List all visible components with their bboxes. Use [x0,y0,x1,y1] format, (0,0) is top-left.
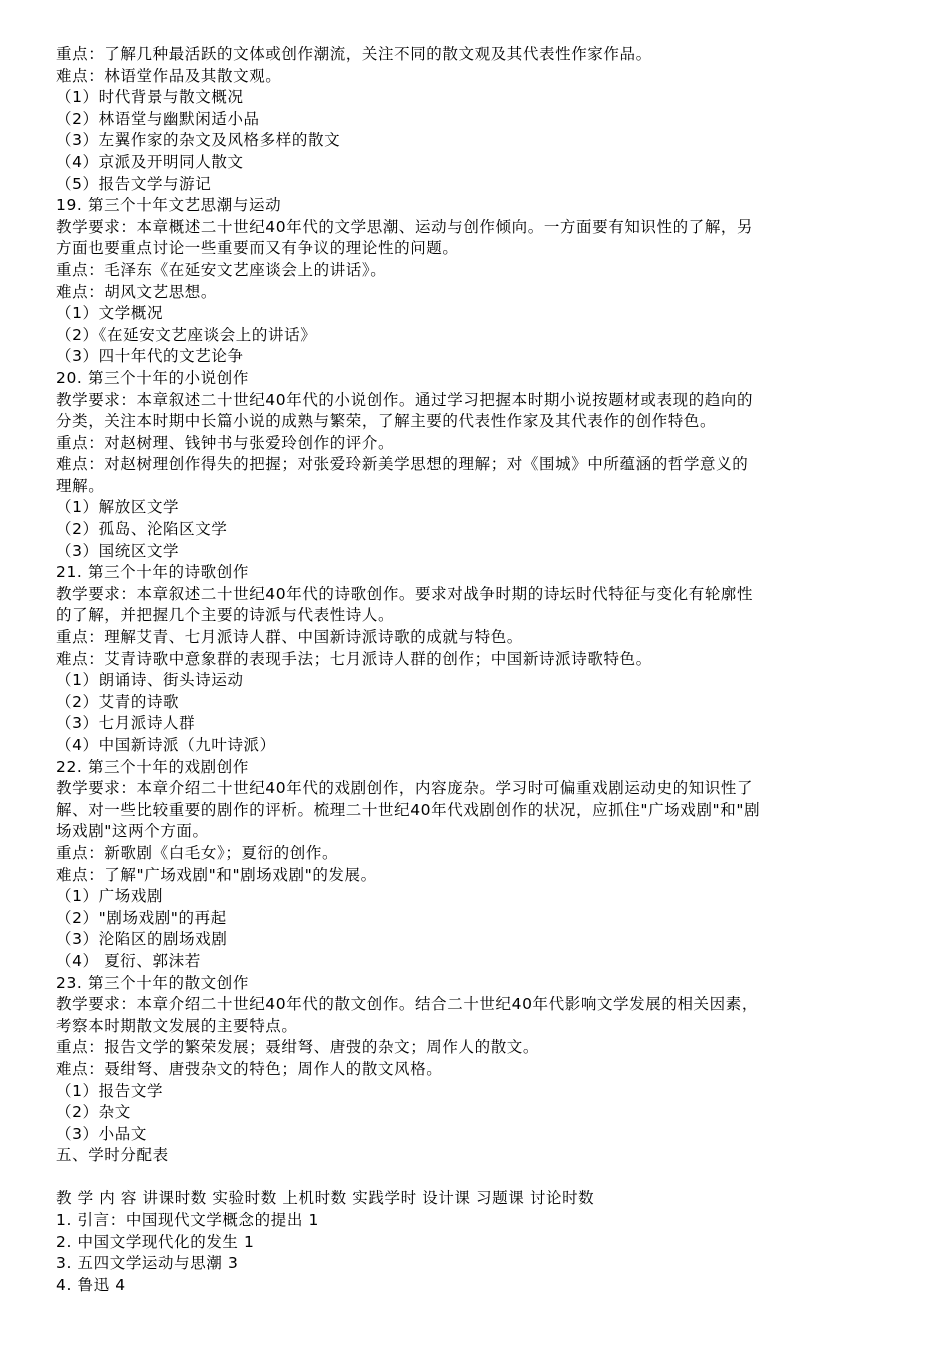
text-line: （2）"剧场戏剧"的再起 [56,908,227,927]
text-line: （1）广场戏剧 [56,887,164,906]
text-line: 重点：报告文学的繁荣发展；聂绀弩、唐弢的杂文；周作人的散文。 [56,1038,540,1057]
text-line: 的了解，并把握几个主要的诗派与代表性诗人。 [56,606,395,625]
text-line: （3）七月派诗人群 [56,714,196,733]
text-line: （3）左翼作家的杂文及风格多样的散文 [56,131,341,150]
text-line: 重点：新歌剧《白毛女》；夏衍的创作。 [56,843,339,862]
table-header: 教 学 内 容 讲课时数 实验时数 上机时数 实践学时 设计课 习题课 讨论时数 [56,1189,595,1208]
text-line: 场戏剧"这两个方面。 [56,822,209,841]
text-line: 难点：艾青诗歌中意象群的表现手法；七月派诗人群的创作；中国新诗派诗歌特色。 [56,649,652,668]
table-row: 2. 中国文学现代化的发生 1 [56,1232,255,1251]
text-line: 五、学时分配表 [56,1146,169,1165]
text-line: （4）京派及开明同人散文 [56,152,244,171]
text-line: 难点：聂绀弩、唐弢杂文的特色；周作人的散文风格。 [56,1059,443,1078]
text-line: 21. 第三个十年的诗歌创作 [56,563,249,582]
document-body [56,44,896,1167]
section-gap [56,1167,896,1189]
text-line: 教学要求：本章介绍二十世纪40年代的散文创作。结合二十世纪40年代影响文学发展的相关因素， [56,995,758,1014]
text-line: 理解。 [56,476,105,495]
text-line: 23. 第三个十年的散文创作 [56,973,249,992]
text-line: （1）文学概况 [56,304,164,323]
text-line: （3）沦陷区的剧场戏剧 [56,930,228,949]
table-row: 1. 引言：中国现代文学概念的提出 1 [56,1211,319,1230]
text-line: 教学要求：本章概述二十世纪40年代的文学思潮、运动与创作倾向。一方面要有知识性的了解，另 [56,217,754,236]
document-page [56,44,896,1296]
text-line: 考察本时期散文发展的主要特点。 [56,1016,298,1035]
text-line: 难点：林语堂作品及其散文观。 [56,66,282,85]
text-line: （2）艾青的诗歌 [56,692,180,711]
text-line: （2）《在延安文艺座谈会上的讲话》 [56,325,317,344]
text-line: 20. 第三个十年的小说创作 [56,368,249,387]
text-line: （1）时代背景与散文概况 [56,88,244,107]
text-line: （3）四十年代的文艺论争 [56,347,244,366]
text-line: 19. 第三个十年文艺思潮与运动 [56,196,282,215]
text-line: （2）林语堂与幽默闲适小品 [56,109,260,128]
table-row: 3. 五四文学运动与思潮 3 [56,1254,239,1273]
text-line: （3）小品文 [56,1124,147,1143]
text-line: 教学要求：本章叙述二十世纪40年代的小说创作。通过学习把握本时期小说按题材或表现的趋向的 [56,390,754,409]
text-line: （4） 夏衍、郭沫若 [56,951,201,970]
text-line: 教学要求：本章叙述二十世纪40年代的诗歌创作。要求对战争时期的诗坛时代特征与变化有轮廓性 [56,584,754,603]
text-line: 教学要求：本章介绍二十世纪40年代的戏剧创作，内容庞杂。学习时可偏重戏剧运动史的知识性了 [56,779,754,798]
text-line: （1）报告文学 [56,1081,164,1100]
text-line: 重点：了解几种最活跃的文体或创作潮流，关注不同的散文观及其代表性作家作品。 [56,45,652,63]
table-row: 4. 鲁迅 4 [56,1275,126,1294]
text-line: 重点：对赵树理、钱钟书与张爱玲创作的评介。 [56,433,395,452]
text-line: 分类，关注本时期中长篇小说的成熟与繁荣，了解主要的代表性作家及其代表作的创作特色。 [56,412,717,431]
text-line: 难点：胡风文艺思想。 [56,282,218,301]
text-line: （2）杂文 [56,1103,131,1122]
text-line: （4）中国新诗派（九叶诗派） [56,736,276,754]
text-line: （1）朗诵诗、街头诗运动 [56,671,244,690]
text-line: 解、对一些比较重要的剧作的评析。梳理二十世纪40年代戏剧创作的状况，应抓住"广场戏剧"和"剧 [56,800,761,819]
text-line: 难点：了解"广场戏剧"和"剧场戏剧"的发展。 [56,865,377,884]
text-line: 22. 第三个十年的戏剧创作 [56,757,249,776]
text-line: 方面也要重点讨论一些重要而又有争议的理论性的问题。 [56,239,459,258]
text-line: （2）孤岛、沦陷区文学 [56,520,228,539]
text-line: 难点：对赵树理创作得失的把握；对张爱玲新美学思想的理解；对《围城》中所蕴涵的哲学意义的 [56,455,749,474]
text-line: （3）国统区文学 [56,541,180,560]
text-line: 重点：毛泽东《在延安文艺座谈会上的讲话》。 [56,260,387,279]
text-line: （1）解放区文学 [56,498,180,517]
text-line: 重点：理解艾青、七月派诗人群、中国新诗派诗歌的成就与特色。 [56,628,523,647]
text-line: （5）报告文学与游记 [56,174,212,193]
table-rows [56,1210,896,1296]
